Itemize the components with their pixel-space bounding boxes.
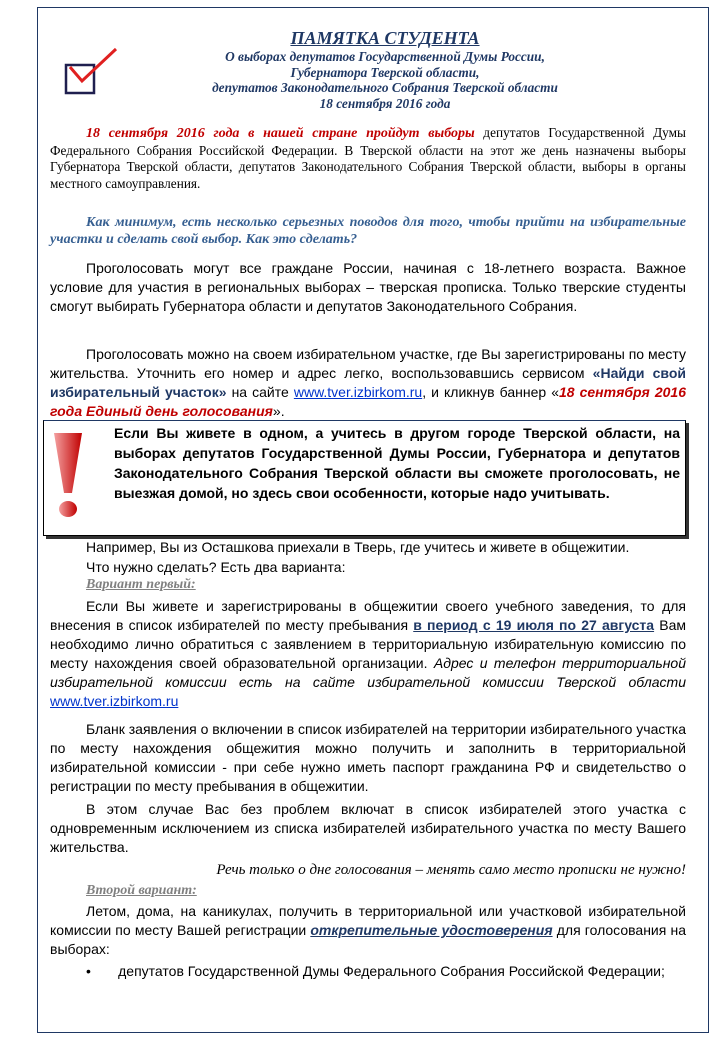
v2p1-text-a: Летом, дома, на каникулах, получить в территориальной или участковой избирательной комиссии по месту Вашей регистрации [50,903,686,938]
variant-one-paragraph-3: В этом случае Вас без проблем включат в список избирателей этого участка с одновременным исключением из списка избирателей избирательного участка по месту Вашего жительства. [50,801,686,855]
header-subtitle-3: депутатов Законодательного Собрания Тверской области [212,80,558,95]
v1p1-italic: Адрес и телефон территориальной избирательной комиссии есть на сайте избирательной комиссии Тверской области [50,655,686,690]
service-name: «Найди свой избирательный участок» [50,365,686,400]
registration-period: в период с 19 июля по 27 августа [413,617,655,633]
variant-one-paragraph-2: Бланк заявления о включении в список избирателей на территории избирательного участка по месту нахождения общежития можно получить и заполнить в территориальной избирательной комиссии - при себе нужно иметь паспорт гражданина РФ и свидетельство о регистрации по месту пребывания в общежитии. [50,721,686,794]
banner-name: 18 сентября 2016 года Единый день голосования [50,384,686,419]
exclamation-icon [50,431,86,523]
p2-text-d: ». [272,403,285,419]
variant-one-paragraph-1 [50,597,686,711]
warning-box [43,420,686,536]
absentee-certificates: открепительные удостоверения [310,922,553,938]
p2-text-b: на сайте [226,384,294,400]
variant-two-heading: Второй вариант: [86,883,197,898]
header-date: 18 сентября 2016 года [319,95,451,111]
v1p1-text-a: Если Вы живете и зарегистрированы в общежитии своего учебного заведения, то для внесения в список избирателей по месту пребывания [50,598,686,633]
header-subtitle-2: Губернатора Тверской области, [290,64,480,80]
question-paragraph: Как минимум, есть несколько серьезных поводов для того, чтобы прийти на избирательные участки и сделать свой выбор. Как это сделать? [50,215,686,247]
header [150,27,620,111]
page-title: ПАМЯТКА СТУДЕНТА [290,28,480,48]
header-subtitle-1: О выборах депутатов Государственной Думы России, [225,49,545,64]
bullet-dot: • [86,963,119,979]
example-line-1: Например, Вы из Осташкова приехали в Тверь, где учитесь и живете в общежитии. [86,539,630,555]
eligibility-paragraph: Проголосовать могут все граждане России, начиная с 18-летнего возраста. Важное условие для участия в региональных выборах – тверская прописка. Только тверские студенты смогут выбирать Губернатора области и депутатов Законодательного Собрания. [50,260,686,314]
izbirkom-link-2[interactable]: www.tver.izbirkom.ru [50,693,179,709]
izbirkom-link[interactable]: www.tver.izbirkom.ru [293,384,423,400]
p2-text-c: , и кликнув баннер « [422,384,559,400]
v1p1-text-b: Вам необходимо лично обратиться с заявлением в территориальную избирательную комиссию по месту нахождения своей образовательной организации. [50,617,687,671]
variant-two-paragraph [50,902,686,959]
intro-highlight: 18 сентября 2016 года в нашей стране пройдут выборы [86,126,475,141]
polling-station-paragraph [50,345,686,421]
checkmark-ballot-icon [62,47,120,97]
bullet-item-1 [50,962,686,981]
warning-text: Если Вы живете в одном, а учитесь в другом городе Тверской области, на выборах депутатов Государственной Думы России, Губернатора и депутатов Законодательного Собрания Тверской области вы сможете проголосовать, не выезжая домой, но здесь свои особенности, которые надо учитывать. [114,425,680,501]
variant-one-heading: Вариант первый: [86,577,196,592]
intro-text: депутатов Государственной Думы Федерального Собрания Российской Федерации. В Тверской области на этот же день назначены выборы Губернатора Тверской области, депутатов Законодательного Собрания Тверской области, выборы в органы местного самоуправления. [50,125,686,191]
p2-text-a: Проголосовать можно на своем избирательном участке, где Вы зарегистрированы по месту жительства. Уточнить его номер и адрес легко, воспользовавшись сервисом [50,346,686,381]
intro-paragraph [50,125,686,192]
bullet-text-1: депутатов Государственной Думы Федерального Собрания Российской Федерации; [118,963,665,979]
example-line-2: Что нужно сделать? Есть два варианта: [86,559,346,575]
note-line: Речь только о дне голосования – менять само место прописки не нужно! [216,862,686,878]
v2p1-text-b: для голосования на выборах: [50,922,686,957]
